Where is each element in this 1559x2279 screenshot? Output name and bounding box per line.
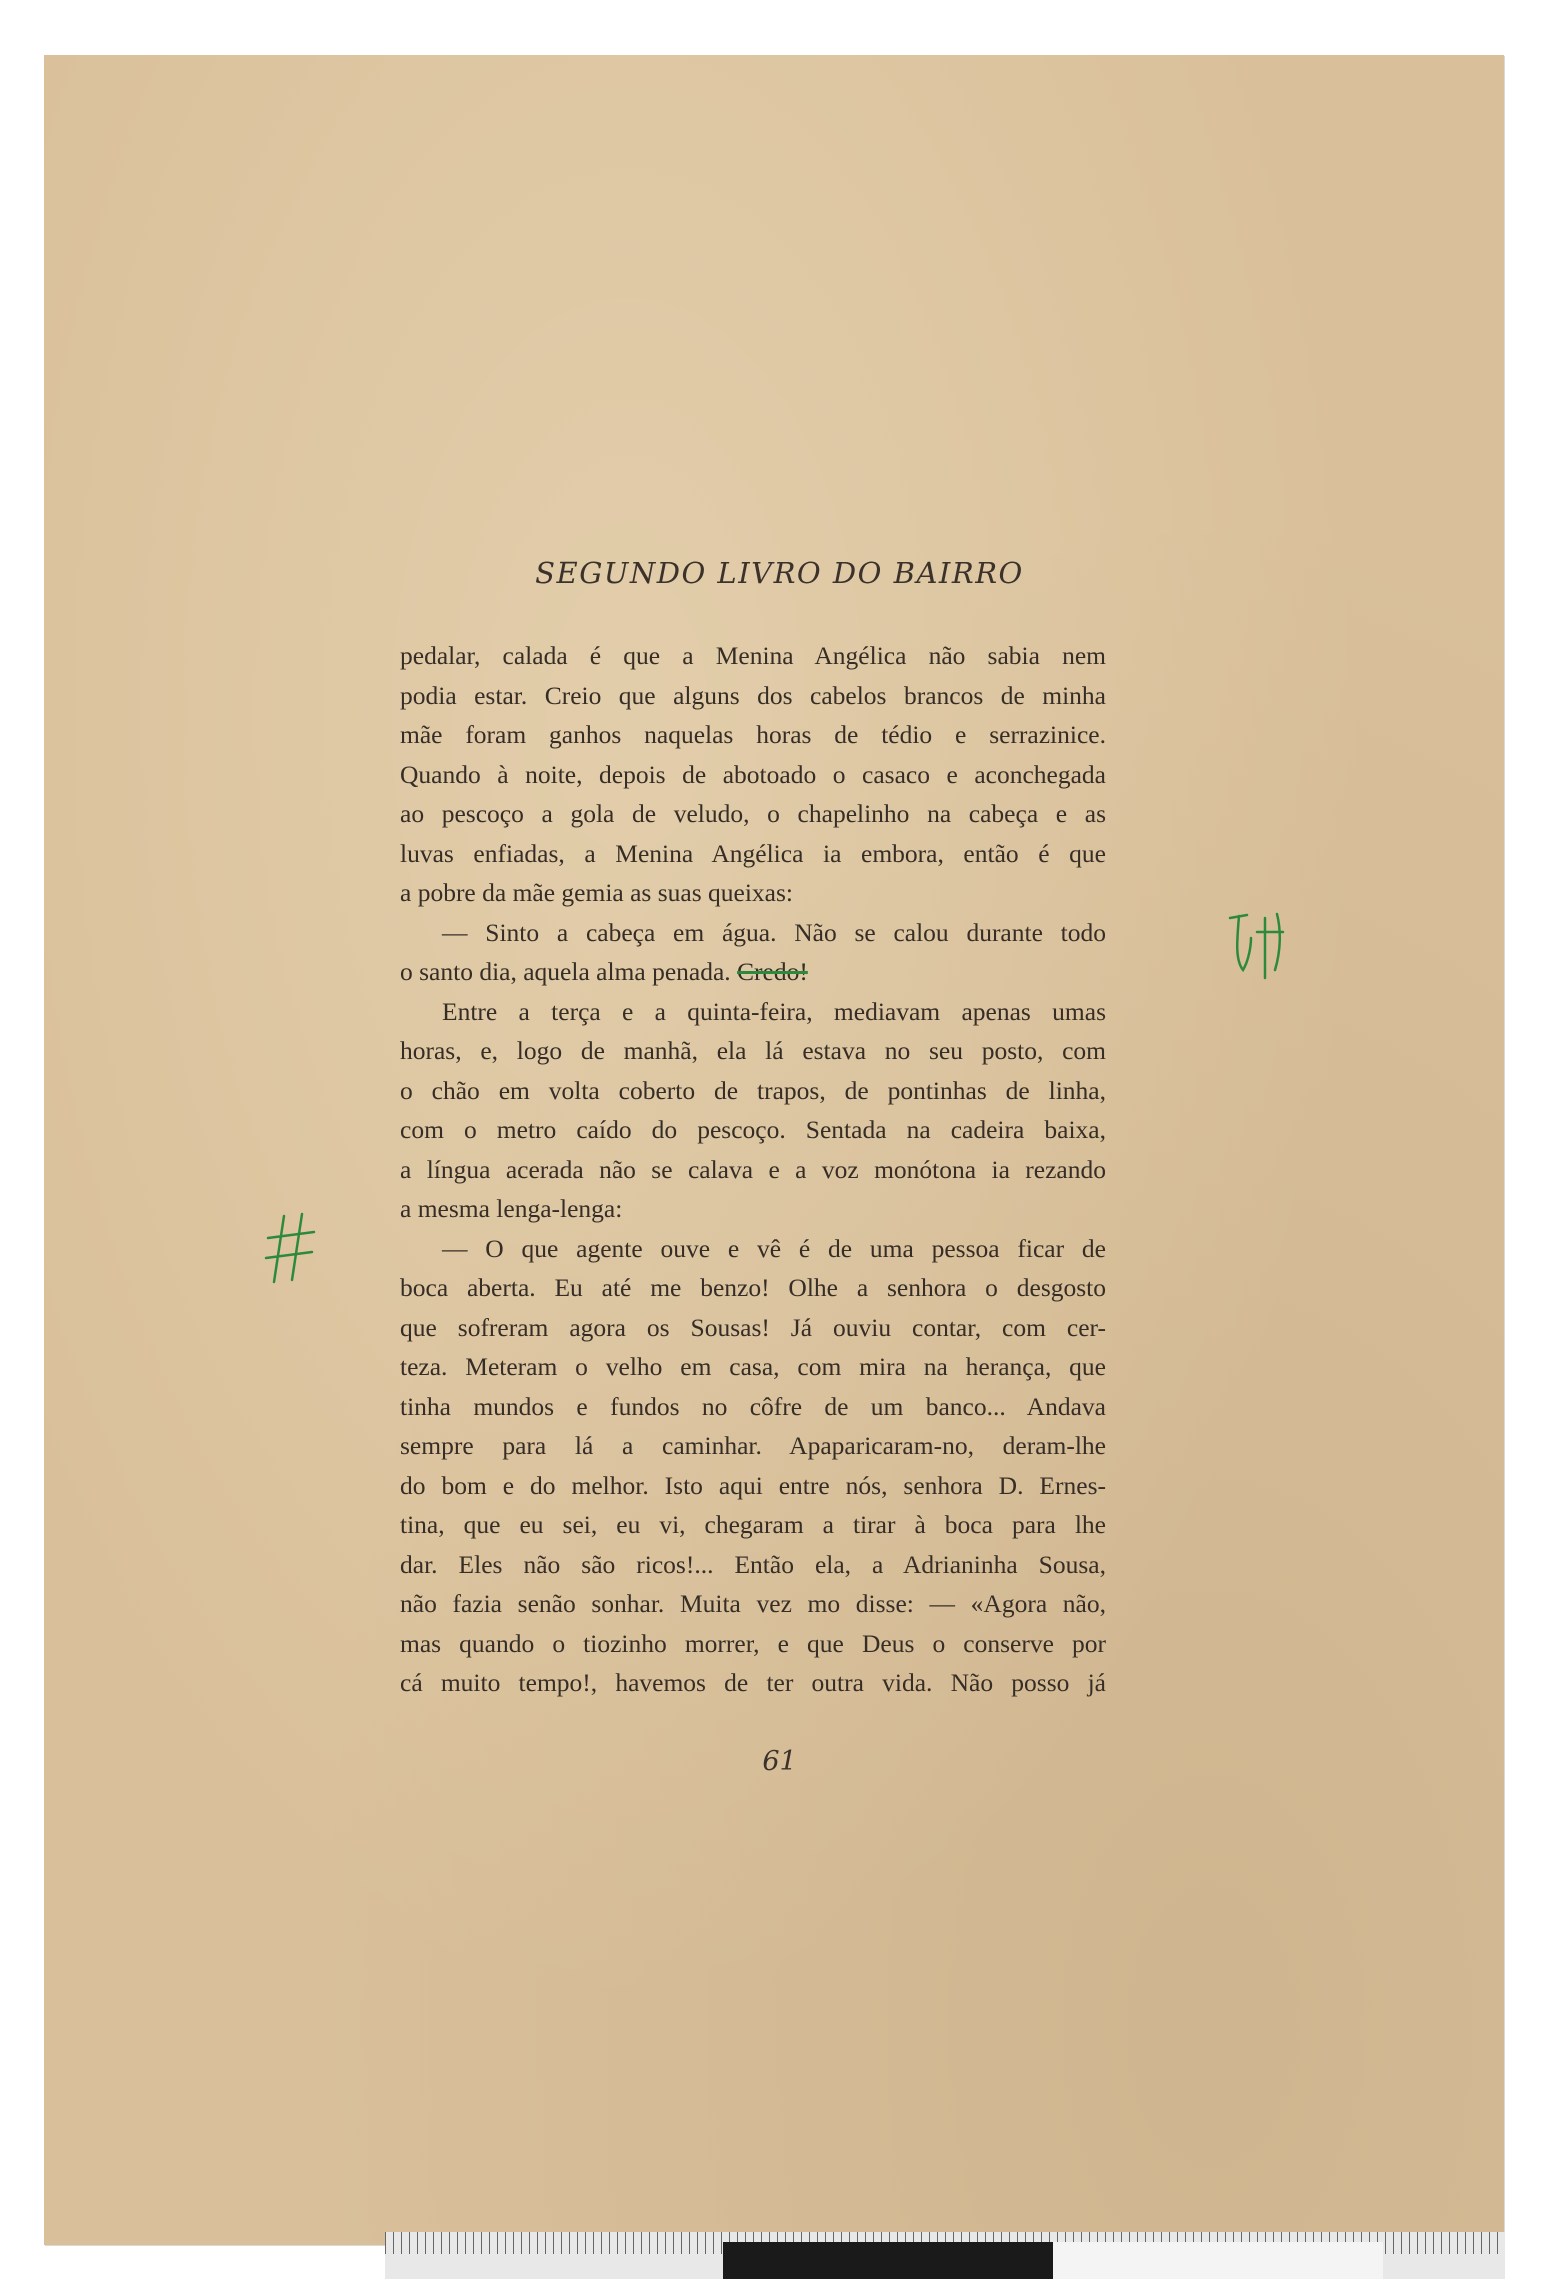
text-line xyxy=(400,1031,1106,1071)
line-text: tina, que eu sei, eu vi, chegaram a tirar à boca para lhe xyxy=(400,1510,1106,1539)
text-line xyxy=(400,952,1106,992)
text-line xyxy=(400,636,1106,676)
running-header: SEGUNDO LIVRO DO BAIRRO xyxy=(535,556,1024,590)
line-text: a mesma lenga-lenga: xyxy=(400,1194,623,1223)
line-text: boca aberta. Eu até me benzo! Olhe a senhora o desgosto xyxy=(400,1273,1106,1302)
line-text: do bom e do melhor. Isto aqui entre nós, senhora D. Ernes- xyxy=(400,1470,1106,1500)
line-text: horas, e, logo de manhã, ela lá estava no seu posto, com xyxy=(400,1036,1106,1065)
hash-mark xyxy=(262,1212,322,1286)
body-text xyxy=(400,636,1106,1703)
line-text: o chão em volta coberto de trapos, de pontinhas de linha, xyxy=(400,1075,1106,1105)
text-line xyxy=(400,1110,1106,1150)
line-text: com o metro caído do pescoço. Sentada na cadeira baixa, xyxy=(400,1115,1106,1144)
text-line xyxy=(400,913,1106,953)
line-text: Quando à noite, depois de abotoado o casaco e aconchegada xyxy=(400,759,1106,789)
text-line xyxy=(400,1387,1106,1427)
text-line xyxy=(400,715,1106,755)
text-line xyxy=(400,834,1106,874)
margin-initials-mark xyxy=(1225,910,1305,990)
line-text: que sofreram agora os Sousas! Já ouviu contar, com cer- xyxy=(400,1312,1106,1342)
text-line xyxy=(400,1071,1106,1111)
text-line xyxy=(400,1189,1106,1229)
line-text: Entre a terça e a quinta-feira, mediavam apenas umas xyxy=(442,996,1106,1026)
line-text: cá muito tempo!, havemos de ter outra vida. Não posso já xyxy=(400,1668,1106,1697)
text-line xyxy=(400,1229,1106,1269)
line-text: não fazia senão sonhar. Muita vez mo disse: — «Agora não, xyxy=(400,1589,1106,1618)
text-line xyxy=(400,992,1106,1032)
line-text: mas quando o tiozinho morrer, e que Deus o conserve por xyxy=(400,1628,1106,1658)
text-line xyxy=(400,755,1106,795)
line-text: ao pescoço a gola de veludo, o chapelinho na cabeça e as xyxy=(400,799,1106,828)
line-text: — Sinto a cabeça em água. Não se calou durante todo xyxy=(442,917,1106,947)
line-text: — O que agente ouve e vê é de uma pessoa ficar de xyxy=(442,1233,1106,1263)
scale-ruler xyxy=(385,2232,1505,2279)
page-number: 61 xyxy=(762,1746,797,1777)
text-line xyxy=(400,1545,1106,1585)
text-line xyxy=(400,1308,1106,1348)
struck-word: Credo! xyxy=(737,957,808,986)
line-text: podia estar. Creio que alguns dos cabelos brancos de minha xyxy=(400,680,1106,710)
line-text: mãe foram ganhos naquelas horas de tédio e serrazinice. xyxy=(400,720,1106,749)
line-text: dar. Eles não são ricos!... Então ela, a Adrianinha Sousa, xyxy=(400,1549,1106,1579)
text-line xyxy=(400,1268,1106,1308)
text-line xyxy=(400,1663,1106,1703)
line-text: sempre para lá a caminhar. Apaparicaram-no, deram-lhe xyxy=(400,1431,1106,1460)
text-line xyxy=(400,1347,1106,1387)
text-line xyxy=(400,794,1106,834)
line-text: a língua acerada não se calava e a voz monótona ia rezando xyxy=(400,1154,1106,1184)
line-text: luvas enfiadas, a Menina Angélica ia embora, então é que xyxy=(400,838,1106,868)
text-line xyxy=(400,1466,1106,1506)
line-text: tinha mundos e fundos no côfre de um banco... Andava xyxy=(400,1391,1106,1421)
ruler-black-segment xyxy=(723,2242,1053,2279)
text-line xyxy=(400,1505,1106,1545)
ruler-black-segment xyxy=(1053,2242,1383,2279)
text-line xyxy=(400,1426,1106,1466)
line-text: a pobre da mãe gemia as suas queixas: xyxy=(400,878,793,907)
line-text: pedalar, calada é que a Menina Angélica não sabia nem xyxy=(400,641,1106,670)
text-line xyxy=(400,873,1106,913)
text-line xyxy=(400,676,1106,716)
text-line xyxy=(400,1150,1106,1190)
text-line xyxy=(400,1584,1106,1624)
text-line xyxy=(400,1624,1106,1664)
line-text: o santo dia, aquela alma penada. xyxy=(400,957,731,986)
line-text: teza. Meteram o velho em casa, com mira na herança, que xyxy=(400,1352,1106,1381)
